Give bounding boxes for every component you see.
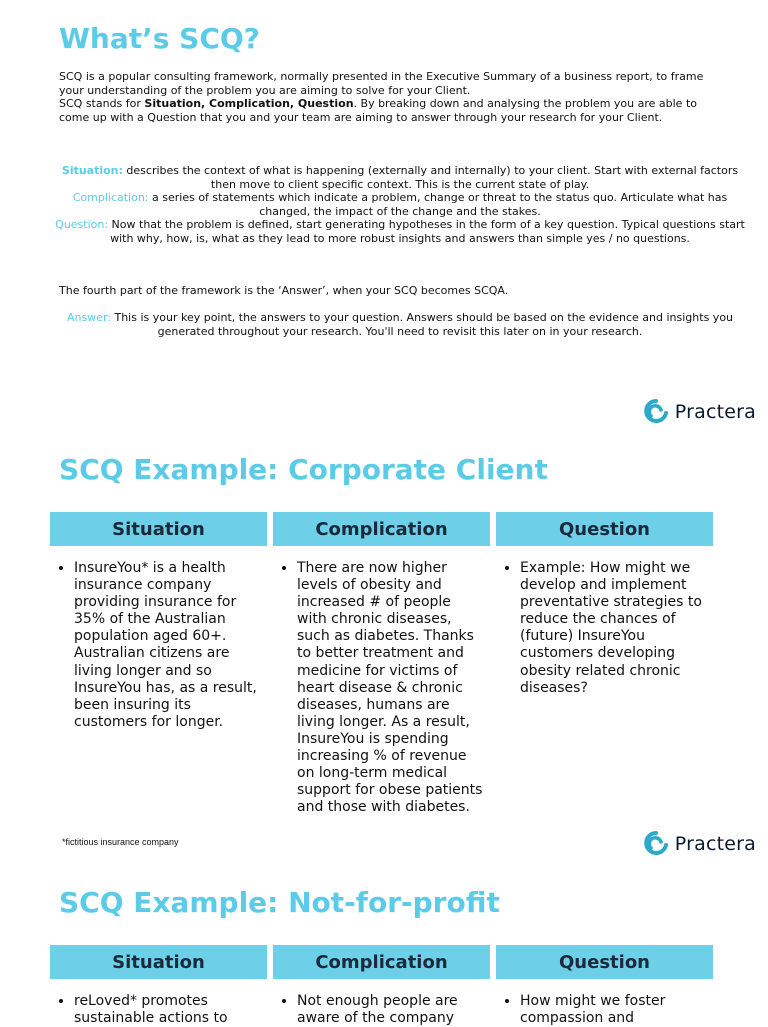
complication-body [273,546,490,816]
complication-definition [55,191,745,218]
situation-header: Situation [50,512,267,546]
footnote: *fictitious insurance company [62,837,179,847]
question-body [496,546,713,697]
practera-logo-icon [643,830,669,858]
situation-column [50,512,267,816]
question-term: Question: [55,218,109,231]
complication-bullet: • Not enough people are aware of the company [297,993,484,1027]
intro-line-2-post: . By breaking down and analysing the problem you are able to come up with a Question that you and your team are aiming to answer through your research for your Client. [59,97,697,124]
scq-columns [50,512,714,816]
intro-paragraph [59,70,729,124]
question-definition [55,218,745,245]
intro-line-1: SCQ is a popular consulting framework, normally presented in the Executive Summary of a business report, to frame your understanding of the problem you are aiming to solve for your Client. [59,70,704,97]
practera-logo-text: Practera [674,401,756,423]
answer-paragraph [55,311,745,338]
situation-term: Situation: [61,164,123,177]
question-text: Now that the problem is defined, start generating hypotheses in the form of a key question. Typical questions start with why, how, is, what as they lead to more robust insights and answers than simple yes / no questions. [108,218,745,245]
situation-body [50,546,267,731]
complication-column [273,945,490,1027]
question-header: Question [496,945,713,979]
intro-line-2-pre: SCQ stands for [59,97,145,110]
situation-bullet: • InsureYou* is a health insurance company providing insurance for 35% of the Australian population aged 60+. Australian citizens are living longer and so InsureYou has, as a result, been insuring its customers for longer. [74,560,261,731]
complication-text: a series of statements which indicate a problem, change or threat to the status quo. Articulate what has changed, the impact of the change and the stakes. [148,191,728,218]
slide-whats-scq [0,0,768,433]
question-body [496,979,713,1027]
situation-definition [55,164,745,191]
intro-line-2-bold: Situation, Complication, Question [144,97,354,110]
practera-logo [643,830,756,858]
complication-header: Complication [273,512,490,546]
practera-logo-icon [643,398,669,426]
situation-bullet: • reLoved* promotes sustainable actions to [74,993,261,1027]
question-bullet: • How might we foster compassion and [520,993,707,1027]
answer-term: Answer: [66,311,111,324]
answer-definition [55,311,745,338]
complication-column [273,512,490,816]
scq-definitions [55,164,745,245]
question-header: Question [496,512,713,546]
situation-header: Situation [50,945,267,979]
slide-corporate-example [0,433,768,866]
complication-bullet: • There are now higher levels of obesity and increased # of people with chronic diseases, such as diabetes. Thanks to better treatment and medicine for victims of heart disease & chronic diseases, humans are living longer. As a result, InsureYou is spending increasing % of revenue on long-term medical support for obese patients and those with diabetes. [297,560,484,816]
corporate-example-title: SCQ Example: Corporate Client [59,453,548,486]
page-title: What’s SCQ? [59,22,260,55]
answer-text: This is your key point, the answers to your question. Answers should be based on the evidence and insights you generated throughout your research. You'll need to revisit this later on in your research. [110,311,734,338]
complication-header: Complication [273,945,490,979]
slide-not-for-profit-example [0,866,768,1027]
question-bullet: • Example: How might we develop and implement preventative strategies to reduce the chances of (future) InsureYou customers developing obesity related chronic diseases? [520,560,707,697]
scq-columns [50,945,714,1027]
fourth-part-text: The fourth part of the framework is the ‘Answer’, when your SCQ becomes SCQA. [59,284,509,297]
question-column [496,945,713,1027]
question-column [496,512,713,816]
situation-text: describes the context of what is happening (externally and internally) to your client. Start with external factors then move to client specific context. This is the current state of play. [122,164,739,191]
situation-body [50,979,267,1027]
intro-line-2 [59,97,729,124]
not-for-profit-example-title: SCQ Example: Not-for-profit [59,886,500,919]
practera-logo-text: Practera [674,833,756,855]
complication-term: Complication: [72,191,149,204]
situation-column [50,945,267,1027]
practera-logo [643,398,756,426]
complication-body [273,979,490,1027]
